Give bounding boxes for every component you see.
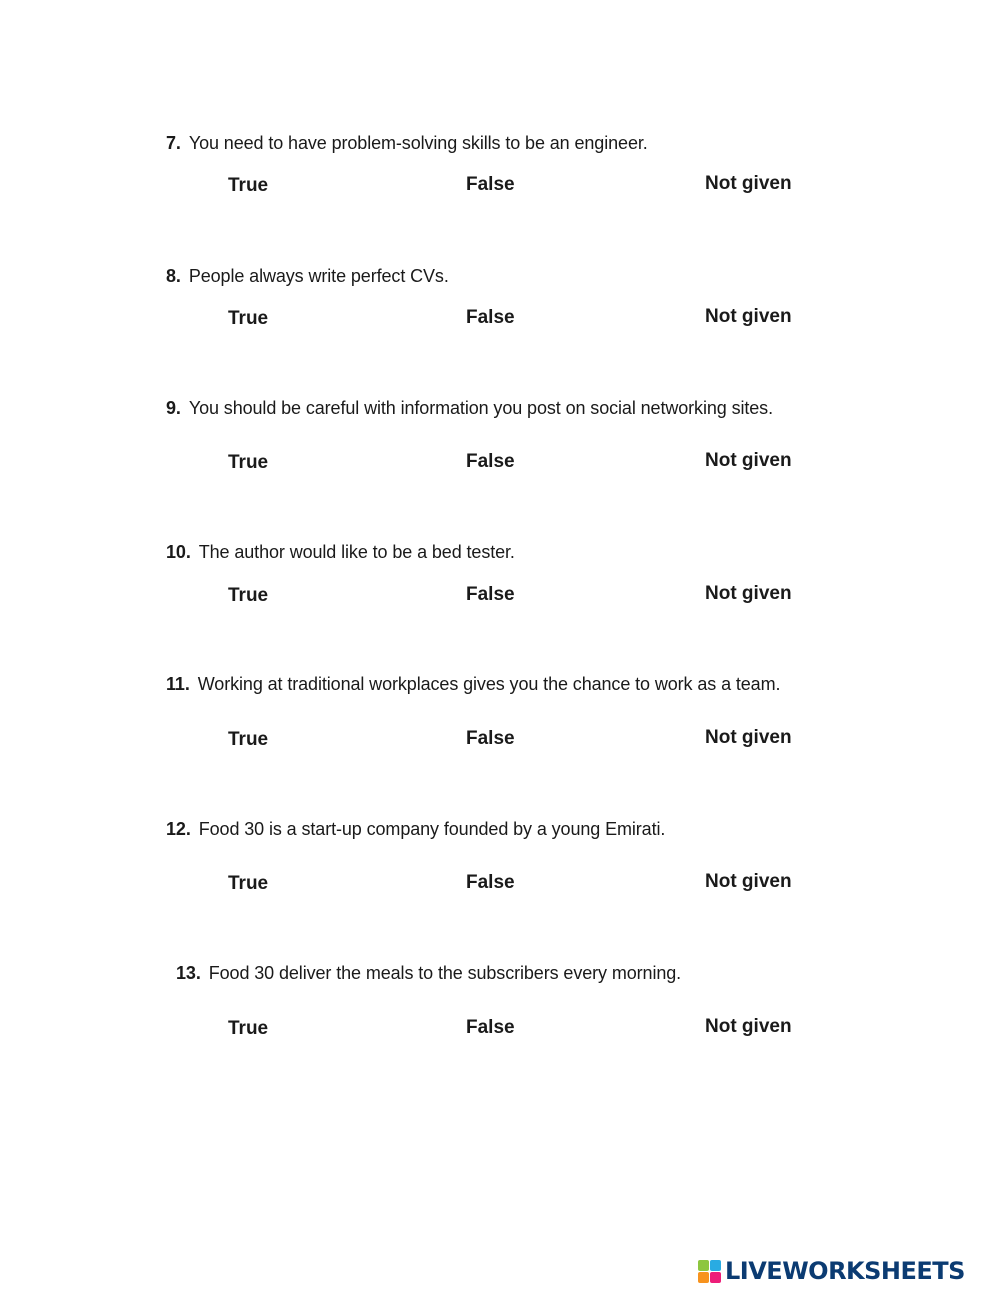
question-number: 12.	[166, 819, 191, 839]
option-not-given[interactable]: Not given	[705, 306, 792, 327]
question-statement	[166, 672, 780, 696]
question-13	[0, 961, 1000, 1061]
option-false[interactable]: False	[466, 451, 515, 472]
question-9	[0, 396, 1000, 496]
question-12	[0, 817, 1000, 917]
option-not-given[interactable]: Not given	[705, 450, 792, 471]
question-number: 11.	[166, 674, 190, 694]
option-false[interactable]: False	[466, 307, 515, 328]
option-true[interactable]: True	[228, 308, 269, 329]
liveworksheets-logo-text: LIVEWORKSHEETS	[725, 1257, 965, 1285]
option-true[interactable]: True	[228, 1018, 269, 1039]
question-statement	[166, 396, 773, 420]
liveworksheets-logo-icon	[698, 1260, 721, 1283]
question-statement	[166, 817, 665, 841]
option-true[interactable]: True	[228, 175, 269, 196]
liveworksheets-logo	[698, 1256, 965, 1286]
question-number: 13.	[176, 963, 201, 983]
option-false[interactable]: False	[466, 728, 515, 749]
logo-square-tr	[710, 1260, 721, 1271]
option-not-given[interactable]: Not given	[705, 173, 792, 194]
question-statement	[166, 131, 648, 155]
question-11	[0, 672, 1000, 772]
option-true[interactable]: True	[228, 873, 269, 894]
question-statement	[166, 264, 449, 288]
question-text: Food 30 deliver the meals to the subscribers every morning.	[208, 963, 682, 983]
question-text: Food 30 is a start-up company founded by a young Emirati.	[198, 819, 666, 839]
question-text: You need to have problem-solving skills to be an engineer.	[188, 133, 648, 153]
option-true[interactable]: True	[228, 729, 269, 750]
option-false[interactable]: False	[466, 872, 515, 893]
question-number: 9.	[166, 398, 181, 418]
question-statement	[166, 540, 515, 564]
question-7	[0, 131, 1000, 231]
question-number: 7.	[166, 133, 181, 153]
logo-square-br	[710, 1272, 721, 1283]
question-text: You should be careful with information you post on social networking sites.	[188, 398, 773, 418]
option-not-given[interactable]: Not given	[705, 583, 792, 604]
question-text: People always write perfect CVs.	[188, 266, 449, 286]
question-text: The author would like to be a bed tester.	[198, 542, 515, 562]
option-not-given[interactable]: Not given	[705, 1016, 792, 1037]
option-not-given[interactable]: Not given	[705, 727, 792, 748]
logo-square-tl	[698, 1260, 709, 1271]
option-false[interactable]: False	[466, 1017, 515, 1038]
option-false[interactable]: False	[466, 174, 515, 195]
question-text: Working at traditional workplaces gives you the chance to work as a team.	[197, 674, 781, 694]
question-8	[0, 264, 1000, 364]
question-number: 8.	[166, 266, 181, 286]
option-true[interactable]: True	[228, 585, 269, 606]
logo-square-bl	[698, 1272, 709, 1283]
option-false[interactable]: False	[466, 584, 515, 605]
option-true[interactable]: True	[228, 452, 269, 473]
question-10	[0, 540, 1000, 640]
question-number: 10.	[166, 542, 191, 562]
option-not-given[interactable]: Not given	[705, 871, 792, 892]
question-statement	[176, 961, 681, 985]
